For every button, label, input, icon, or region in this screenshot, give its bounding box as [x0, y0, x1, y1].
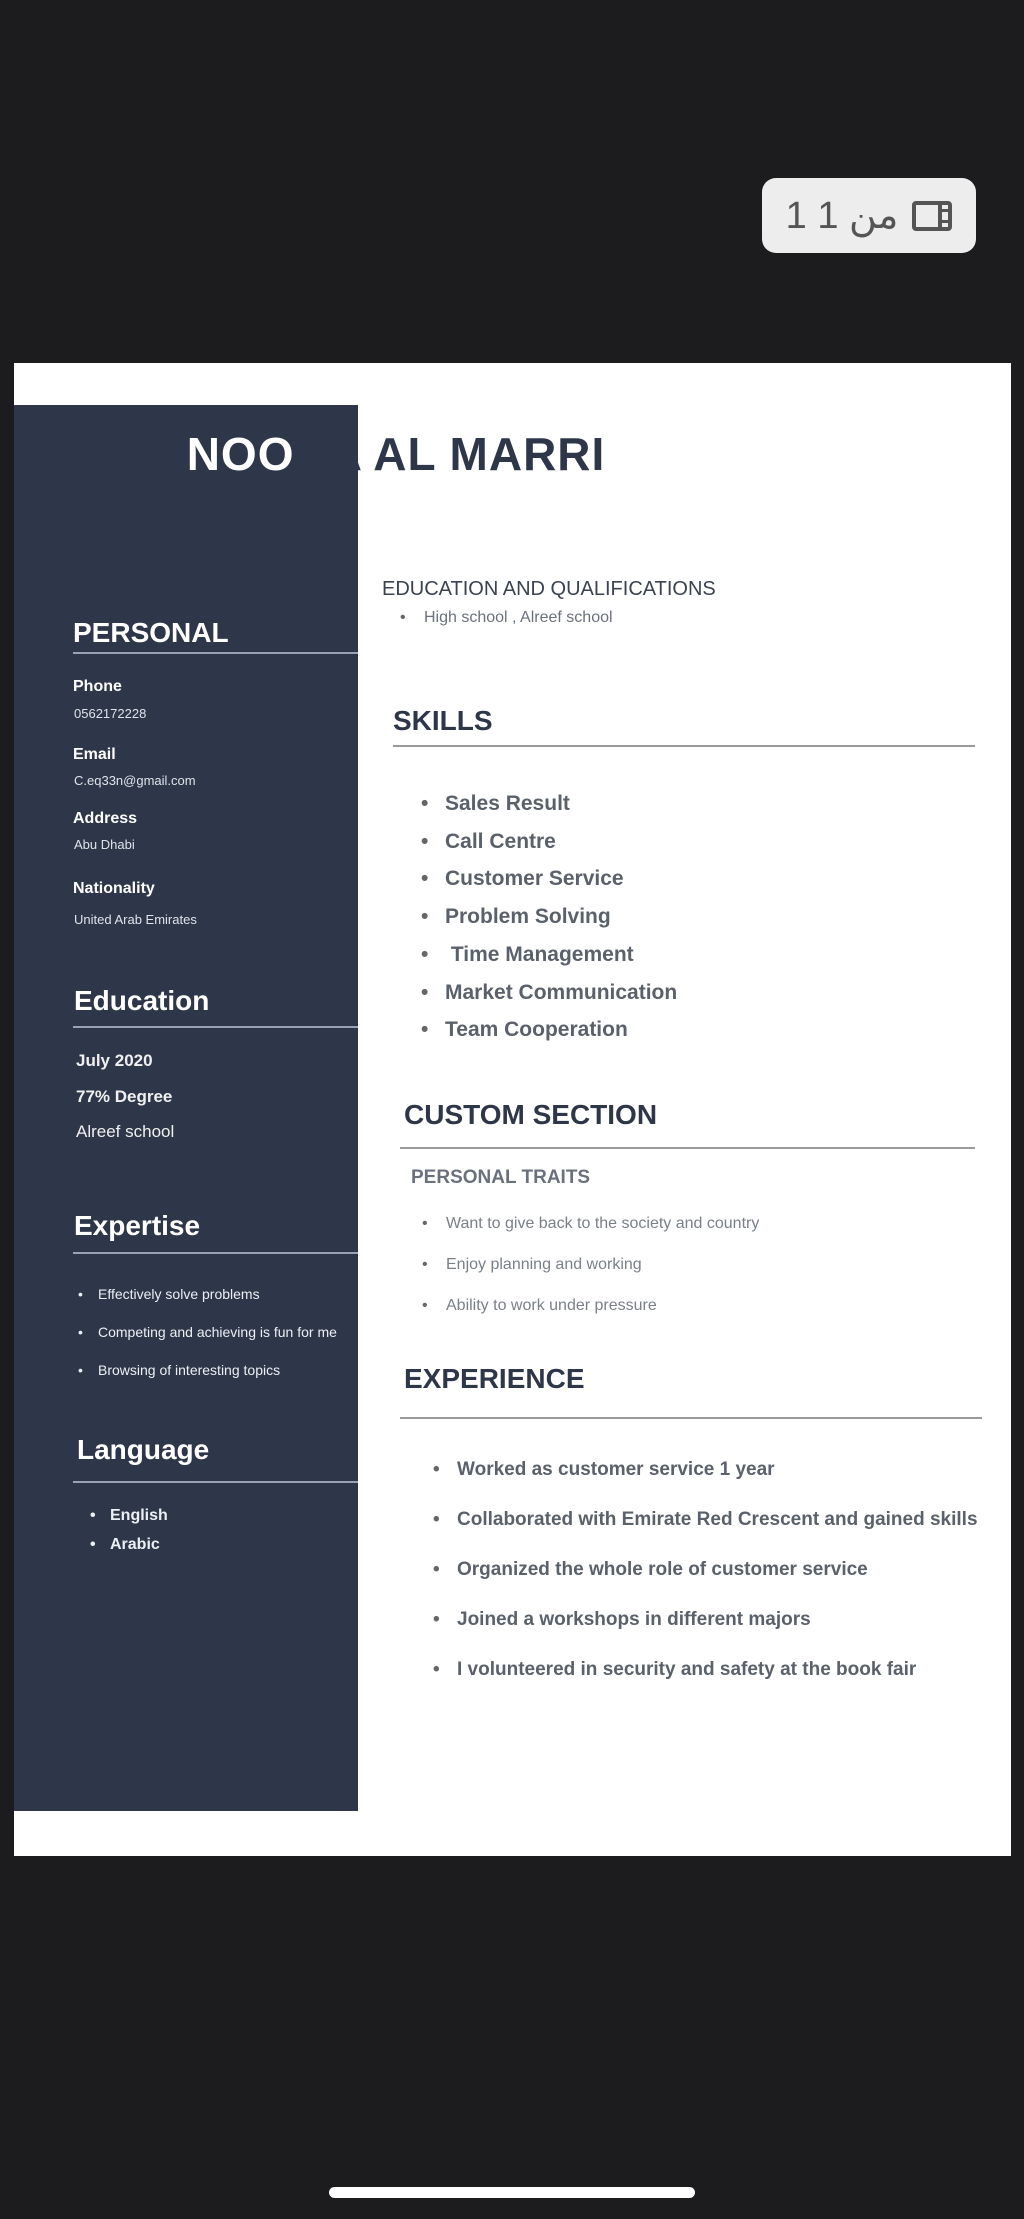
list-item: • High school , Alreef school: [398, 607, 613, 629]
language-divider: [73, 1481, 358, 1483]
expertise-divider: [73, 1252, 358, 1254]
list-item: • Collaborated with Emirate Red Crescent and gained skills: [431, 1495, 978, 1545]
list-item: • Browsing of interesting topics: [74, 1351, 337, 1389]
expertise-heading: Expertise: [74, 1210, 201, 1241]
phone-value: 0562172228: [74, 706, 147, 721]
experience-list: [431, 1445, 978, 1695]
education-degree: 77% Degree: [76, 1087, 173, 1106]
list-item: • Joined a workshops in different majors: [431, 1595, 978, 1645]
education-school: Alreef school: [76, 1122, 175, 1141]
list-item: • Effectively solve problems: [74, 1275, 337, 1313]
list-item: • Team Cooperation: [419, 1011, 677, 1049]
personal-heading: PERSONAL: [73, 617, 229, 648]
sidebar-panel-icon: [912, 201, 952, 231]
name-part-1: NOO: [186, 428, 295, 480]
list-item: • I volunteered in security and safety at the book fair: [431, 1645, 978, 1695]
list-item: • Sales Result: [419, 785, 677, 823]
list-item: • Market Communication: [419, 974, 677, 1012]
custom-section-divider: [400, 1147, 975, 1149]
page-indicator-text: 1 من 1: [785, 195, 899, 237]
nationality-label: Nationality: [73, 880, 155, 897]
personal-traits-list: [420, 1203, 759, 1326]
address-label: Address: [73, 810, 138, 827]
skills-heading: SKILLS: [393, 705, 493, 736]
education-main-list: [398, 607, 613, 629]
personal-divider: [73, 652, 358, 654]
language-heading: Language: [77, 1434, 210, 1465]
phone-label: Phone: [73, 678, 122, 695]
resume-document: [14, 363, 1011, 1856]
list-item: • Customer Service: [419, 860, 677, 898]
list-item: • English: [86, 1501, 168, 1530]
page-indicator[interactable]: [762, 178, 976, 253]
resume-name: [0, 427, 896, 481]
personal-traits-heading: PERSONAL TRAITS: [411, 1167, 591, 1188]
email-value: C.eq33n@gmail.com: [74, 773, 196, 788]
expertise-list: [74, 1275, 337, 1389]
skills-divider: [393, 745, 975, 747]
home-indicator[interactable]: [329, 2187, 695, 2198]
list-item: • Time Management: [419, 936, 677, 974]
list-item: • Want to give back to the society and country: [420, 1203, 759, 1244]
list-item: • Ability to work under pressure: [420, 1285, 759, 1326]
experience-divider: [400, 1417, 982, 1419]
list-item: • Problem Solving: [419, 898, 677, 936]
resume-sidebar: [14, 405, 358, 1811]
list-item: • Competing and achieving is fun for me: [74, 1313, 337, 1351]
skills-list: [419, 785, 677, 1049]
list-item: • Organized the whole role of customer service: [431, 1545, 978, 1595]
nationality-value: United Arab Emirates: [74, 912, 197, 927]
list-item: • Worked as customer service 1 year: [431, 1445, 978, 1495]
list-item: • Arabic: [86, 1530, 168, 1559]
name-part-2: RA AL MARRI: [294, 428, 606, 480]
address-value: Abu Dhabi: [74, 837, 135, 852]
education-main-heading: EDUCATION AND QUALIFICATIONS: [382, 578, 716, 600]
experience-heading: EXPERIENCE: [404, 1363, 585, 1394]
custom-section-heading: CUSTOM SECTION: [404, 1099, 658, 1130]
language-list: [86, 1501, 168, 1559]
list-item: • Enjoy planning and working: [420, 1244, 759, 1285]
list-item: • Call Centre: [419, 823, 677, 861]
education-side-divider: [73, 1026, 358, 1028]
education-side-heading: Education: [74, 985, 210, 1016]
email-label: Email: [73, 746, 116, 763]
education-date: July 2020: [76, 1051, 153, 1070]
